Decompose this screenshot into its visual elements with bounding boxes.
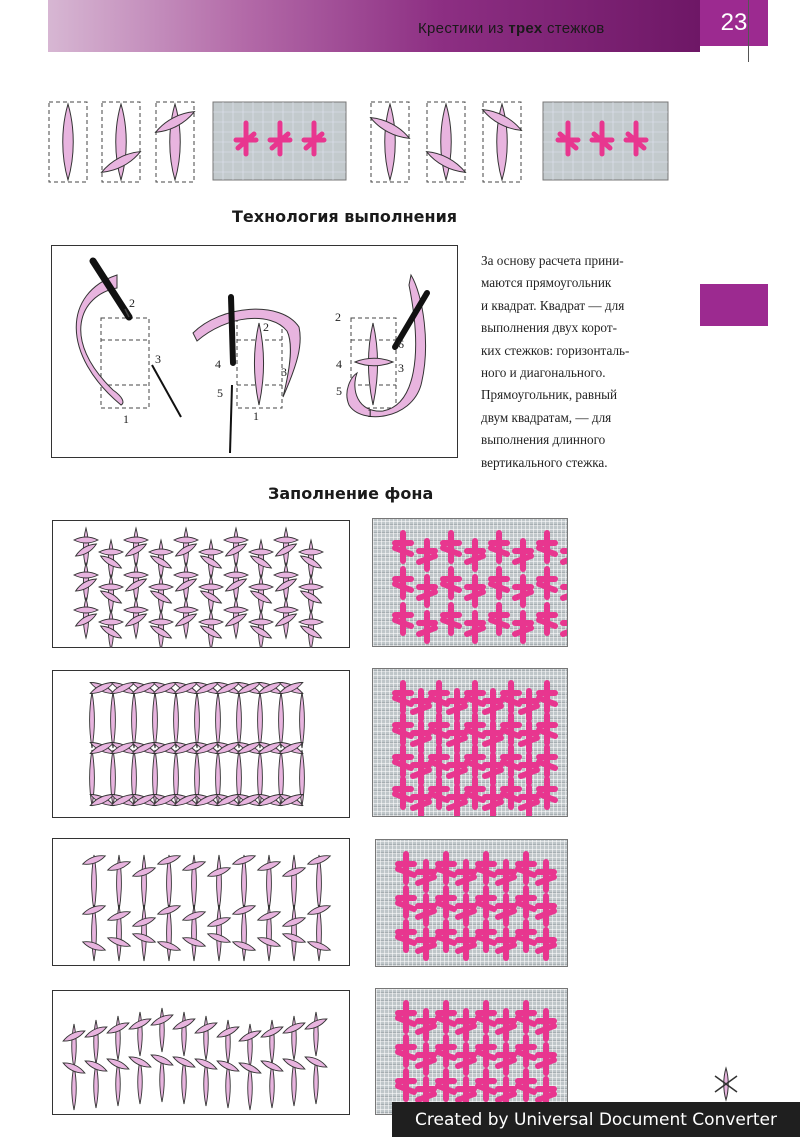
description-line: выполнения двух корот- — [481, 320, 618, 336]
fabric-stitch — [467, 556, 483, 562]
fabric-stitch — [458, 945, 474, 951]
label-step3-5: 5 — [336, 384, 342, 398]
fabric-stitch — [419, 592, 435, 598]
fabric-stitch — [398, 1052, 414, 1058]
header-title — [418, 20, 605, 37]
fabric-stitch — [449, 802, 465, 808]
label-step3-1: 1 — [367, 406, 373, 420]
fabric-stitch — [398, 1086, 414, 1092]
label-step2-3: 3 — [281, 365, 287, 379]
fabric-stitch — [458, 1094, 474, 1100]
fabric-stitch — [485, 770, 501, 776]
fabric-panel-1 — [372, 518, 568, 647]
fabric-stitch — [478, 903, 494, 909]
step-diagram-b3 — [480, 102, 523, 182]
label-step1-3: 3 — [155, 352, 161, 366]
fabric-stitch — [395, 730, 411, 736]
fabric-stitch — [418, 1094, 434, 1100]
fabric-sample-b — [543, 102, 668, 180]
stitch-leaf — [160, 1008, 165, 1052]
stitch-leaf — [116, 1062, 121, 1106]
fabric-stitch — [458, 911, 474, 917]
fabric-stitch — [538, 911, 554, 917]
stitch-leaf — [226, 1020, 231, 1064]
label-step3-4: 4 — [336, 357, 342, 371]
label-step1-2: 2 — [129, 296, 135, 310]
stitch-leaf — [292, 1016, 297, 1060]
fabric-stitch — [419, 556, 435, 562]
fabric-panel-4 — [375, 988, 568, 1115]
fabric-stitch — [438, 937, 454, 943]
technology-diagram — [51, 245, 458, 458]
description-text — [481, 250, 681, 474]
step-diagram-a2 — [99, 102, 142, 182]
fabric-stitch — [438, 903, 454, 909]
fabric-stitch — [398, 869, 414, 875]
fabric-stitch — [438, 1018, 454, 1024]
fabric-stitch — [449, 706, 465, 712]
stitch-leaf — [182, 1060, 187, 1104]
fabric-stitch — [418, 1060, 434, 1066]
fabric-stitch — [443, 548, 459, 554]
description-line: и квадрат. Квадрат — для — [481, 297, 625, 313]
fabric-stitch — [467, 762, 483, 768]
fabric-stitch — [539, 730, 555, 736]
fabric-stitch — [515, 592, 531, 598]
fabric-stitch — [413, 738, 429, 744]
label-step2-1: 1 — [253, 409, 259, 423]
step-diagram-a3 — [153, 102, 196, 182]
fabric-stitch — [395, 794, 411, 800]
label-step3-2: 2 — [335, 310, 341, 324]
fabric-stitch — [413, 706, 429, 712]
fabric-stitch — [515, 628, 531, 634]
fabric-stitch — [431, 730, 447, 736]
fabric-stitch — [478, 937, 494, 943]
fabric-stitch — [491, 620, 507, 626]
background-heading: Заполнение фона — [268, 484, 434, 503]
fabric-stitch — [521, 802, 537, 808]
pattern-panel-4 — [52, 990, 350, 1115]
fabric-stitch — [503, 794, 519, 800]
pattern-panel-2 — [52, 670, 350, 818]
stitch-leaf — [116, 1016, 121, 1060]
fabric-stitch — [398, 903, 414, 909]
header-title-end: стежков — [546, 20, 605, 37]
fabric-stitch — [515, 556, 531, 562]
description-line: ких стежков: горизонталь- — [481, 342, 630, 358]
label-step2-2: 2 — [263, 320, 269, 334]
fabric-stitch — [498, 1026, 514, 1032]
fabric-stitch — [538, 945, 554, 951]
step-diagram-b2 — [424, 102, 467, 182]
label-step2-5: 5 — [217, 386, 223, 400]
stitch-leaf — [204, 1062, 209, 1106]
fabric-stitch — [503, 698, 519, 704]
header-title-plain: Крестики из — [418, 20, 504, 37]
description-line: маются прямоугольник — [481, 275, 612, 291]
fabric-stitch — [438, 1086, 454, 1092]
fabric-stitch — [498, 877, 514, 883]
header-title-bold: трех — [508, 20, 543, 37]
fabric-stitch — [539, 548, 555, 554]
fabric-stitch — [467, 592, 483, 598]
fabric-stitch — [498, 945, 514, 951]
fabric-stitch — [443, 584, 459, 590]
fabric-stitches-2 — [373, 669, 567, 816]
fabric-stitches-1 — [373, 519, 567, 646]
fabric-stitch — [418, 1026, 434, 1032]
fabric-stitch — [491, 584, 507, 590]
stitch-leaf — [138, 1060, 143, 1104]
fabric-panel-2 — [372, 668, 568, 817]
description-line: вертикального стежка. — [481, 454, 608, 470]
stitch-leaf — [270, 1020, 275, 1064]
fabric-stitch — [498, 1094, 514, 1100]
fabric-stitch — [539, 584, 555, 590]
fabric-stitch — [478, 869, 494, 875]
fabric-stitch — [478, 1086, 494, 1092]
fabric-stitch — [503, 730, 519, 736]
fabric-stitch — [467, 730, 483, 736]
page-number: 23 — [700, 0, 768, 46]
fabric-stitch — [458, 1026, 474, 1032]
fabric-stitch — [395, 584, 411, 590]
fabric-stitch — [503, 762, 519, 768]
fabric-stitch — [438, 1052, 454, 1058]
fabric-stitch — [518, 937, 534, 943]
fabric-stitch — [413, 770, 429, 776]
fabric-stitch — [478, 1052, 494, 1058]
technology-heading: Технология выполнения — [232, 207, 458, 226]
fabric-stitch — [521, 770, 537, 776]
fabric-stitch — [539, 794, 555, 800]
fabric-stitch — [443, 620, 459, 626]
stitch-leaf — [226, 1064, 231, 1108]
fabric-panel-3 — [375, 839, 568, 967]
stitch-leaf — [160, 1058, 165, 1102]
fabric-stitch — [498, 1060, 514, 1066]
fabric-stitch — [395, 548, 411, 554]
fabric-stitch — [449, 770, 465, 776]
fabric-stitch — [518, 1018, 534, 1024]
pattern-panel-3 — [52, 838, 350, 966]
fabric-stitch — [538, 1026, 554, 1032]
fabric-stitch — [418, 911, 434, 917]
pattern-panel-1 — [52, 520, 350, 648]
step-diagram-a1 — [49, 102, 87, 182]
stitch-leaf — [314, 1060, 319, 1104]
fabric-stitch — [485, 738, 501, 744]
fabric-stitch — [395, 762, 411, 768]
fabric-stitch — [458, 1060, 474, 1066]
stitch-leaf — [182, 1012, 187, 1056]
fabric-stitch — [538, 877, 554, 883]
fabric-stitch — [413, 802, 429, 808]
fabric-stitch — [431, 698, 447, 704]
fabric-stitch — [521, 706, 537, 712]
fabric-stitch — [467, 628, 483, 634]
fabric-stitch — [518, 869, 534, 875]
stitch-steps-row — [46, 98, 671, 186]
label-step2-4: 4 — [215, 357, 221, 371]
fabric-sample-a — [213, 102, 346, 180]
stitch-leaf — [292, 1062, 297, 1106]
fabric-stitch — [563, 556, 567, 562]
label-step1-1: 1 — [123, 412, 129, 426]
fabric-stitch — [431, 762, 447, 768]
fabric-stitch — [438, 869, 454, 875]
step-diagram-b1 — [368, 102, 411, 182]
fabric-stitch — [398, 1018, 414, 1024]
fabric-stitch — [467, 698, 483, 704]
fabric-stitch — [518, 903, 534, 909]
fabric-stitch — [538, 1060, 554, 1066]
description-line: Прямоугольник, равный — [481, 387, 618, 403]
fabric-stitch — [395, 620, 411, 626]
margin-rule — [748, 0, 749, 62]
fabric-stitch — [398, 937, 414, 943]
converter-watermark: Created by Universal Document Converter — [392, 1102, 800, 1137]
fabric-stitch — [521, 738, 537, 744]
fabric-stitch — [467, 794, 483, 800]
fabric-stitch — [518, 1086, 534, 1092]
fabric-stitches-4 — [376, 989, 567, 1114]
fabric-stitch — [539, 698, 555, 704]
fabric-stitch — [485, 802, 501, 808]
fabric-stitch — [498, 911, 514, 917]
fabric-stitch — [458, 877, 474, 883]
stitch-leaf — [72, 1066, 77, 1110]
stitch-leaf — [314, 1012, 319, 1056]
stitch-leaf — [94, 1020, 99, 1064]
stitch-leaf — [138, 1012, 143, 1056]
fabric-stitch — [418, 945, 434, 951]
fabric-stitches-3 — [376, 840, 567, 966]
fabric-stitch — [449, 738, 465, 744]
fabric-stitch — [538, 1094, 554, 1100]
fabric-stitch — [539, 762, 555, 768]
stitch-leaf — [248, 1024, 253, 1068]
fabric-stitch — [419, 628, 435, 634]
fabric-stitch — [478, 1018, 494, 1024]
fabric-stitch — [491, 548, 507, 554]
fabric-stitch — [563, 592, 567, 598]
stitch-leaf — [204, 1016, 209, 1060]
label-step3-6: 6 — [398, 337, 404, 351]
description-line: ного и диагонального. — [481, 365, 606, 381]
stitch-leaf — [94, 1064, 99, 1108]
cross-stitch-icon — [712, 1066, 740, 1102]
side-tab — [700, 284, 768, 326]
description-line: двум квадратам, — для — [481, 409, 612, 425]
fabric-stitch — [539, 620, 555, 626]
stitch-leaf — [72, 1024, 77, 1068]
label-step3-3: 3 — [398, 361, 404, 375]
fabric-stitch — [563, 628, 567, 634]
stitch-leaf — [248, 1066, 253, 1110]
fabric-stitch — [431, 794, 447, 800]
fabric-stitch — [485, 706, 501, 712]
fabric-stitch — [418, 877, 434, 883]
description-line: За основу расчета прини- — [481, 253, 624, 268]
stitch-leaf — [270, 1064, 275, 1108]
fabric-stitch — [395, 698, 411, 704]
fabric-stitch — [518, 1052, 534, 1058]
description-line: выполнения длинного — [481, 432, 606, 448]
